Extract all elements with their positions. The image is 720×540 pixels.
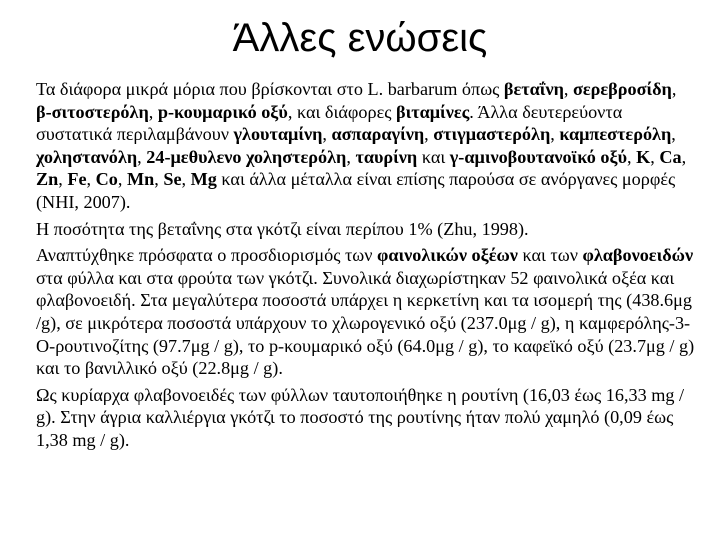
text-run: ,: [650, 146, 660, 167]
bold-term: σερεβροσίδη: [573, 79, 672, 99]
bold-term: φλαβονοειδών: [582, 245, 694, 266]
text-run: και των: [517, 245, 583, 266]
bold-term: Ca: [659, 146, 682, 167]
bold-term: βιταμίνες: [395, 101, 470, 122]
text-run: Αναπτύχθηκε πρόσφατα ο προσδιορισμός των: [36, 245, 378, 266]
paragraph-compounds: [36, 78, 696, 214]
text-run: και άλλα μέταλλα είναι επίσης παρούσα σε ανόργανες μορφές (NHI, 2007).: [36, 169, 676, 212]
bold-term: p-κουμαρικό οξύ: [157, 101, 288, 122]
bold-term: φαινολικών οξέων: [377, 245, 518, 266]
bold-term: γλουταμίνη: [233, 124, 323, 145]
text-run: ,: [563, 79, 573, 99]
body-text: [36, 78, 696, 456]
bold-term: Zn: [36, 169, 59, 190]
bold-term: ασπαραγίνη: [331, 124, 425, 145]
text-run: ,: [424, 124, 434, 145]
text-run: ,: [148, 101, 158, 122]
text-run: ,: [550, 124, 560, 145]
text-run: ,: [117, 169, 127, 190]
text-run: ,: [671, 79, 677, 99]
bold-term: γ-αμινοβουτανοϊκό οξύ: [449, 146, 628, 167]
paragraph-phenolics: [36, 244, 696, 380]
text-run: ,: [346, 146, 356, 167]
text-run: ,: [671, 124, 676, 145]
text-run: ,: [681, 146, 687, 167]
text-run: ,: [154, 169, 164, 190]
bold-term: Se: [163, 169, 182, 190]
bold-term: Co: [95, 169, 118, 190]
page-title: Άλλες ενώσεις: [232, 16, 488, 60]
bold-term: ταυρίνη: [355, 146, 418, 167]
bold-term: Fe: [67, 169, 87, 190]
text-run: ,: [58, 169, 68, 190]
bold-term: Mg: [190, 169, 217, 190]
bold-term: K: [636, 146, 651, 167]
text-run: ,: [181, 169, 191, 190]
text-run: , και διάφορες: [287, 101, 396, 122]
bold-term: χοληστανόλη: [36, 146, 138, 167]
text-run: ,: [627, 146, 637, 167]
bold-term: βεταΐνη: [503, 79, 564, 99]
bold-term: στιγμαστερόλη: [433, 124, 551, 145]
text-run: και: [417, 146, 450, 167]
text-run: ,: [322, 124, 332, 145]
text-run: στα φύλλα και στα φρούτα των γκότζι. Συνολικά διαχωρίστηκαν 52 φαινολικά οξέα και φλαβονοειδή. Στα μεγαλύτερα ποσοστά υπάρχει η κερκετίνη και τα ισομερή της (438.6μg /g), σε μικρότερα ποσοστά υπάρχουν το χλωρογενικό οξύ (237.0μg / g), η καμφερόλης-3-O-ρουτινοζίτης (97.7μg / g), το p-κουμαρικό οξύ (64.0μg / g), το καφεϊκό οξύ (23.7μg / g) και το βανιλλικό οξύ (22.8μg / g).: [36, 267, 695, 379]
text-run: . Άλλα δευτερεύοντα συστατικά περιλαμβάνουν: [36, 101, 623, 145]
bold-term: 24-μεθυλενο χοληστερόλη: [146, 146, 347, 167]
text-run: Τα διάφορα μικρά μόρια που βρίσκονται στο L. barbarum όπως: [36, 79, 504, 99]
bold-term: καμπεστερόλη: [559, 124, 672, 145]
text-run: ,: [137, 146, 147, 167]
paragraph-betaine: Η ποσότητα της βεταΐνης στα γκότζι είναι περίπου 1% (Zhu, 1998).: [36, 218, 529, 239]
bold-term: β-σιτοστερόλη: [36, 101, 149, 122]
paragraph-rutin: Ως κυρίαρχα φλαβονοειδές των φύλλων ταυτοποιήθηκε η ρουτίνη (16,03 έως 16,33 mg / g). Στην άγρια καλλιέργια γκότζι το ποσοστό της ρουτίνης ήταν πολύ χαμηλό (0,09 έως 1,38 mg / g).: [36, 384, 685, 450]
text-run: ,: [86, 169, 96, 190]
bold-term: Mn: [126, 169, 155, 190]
